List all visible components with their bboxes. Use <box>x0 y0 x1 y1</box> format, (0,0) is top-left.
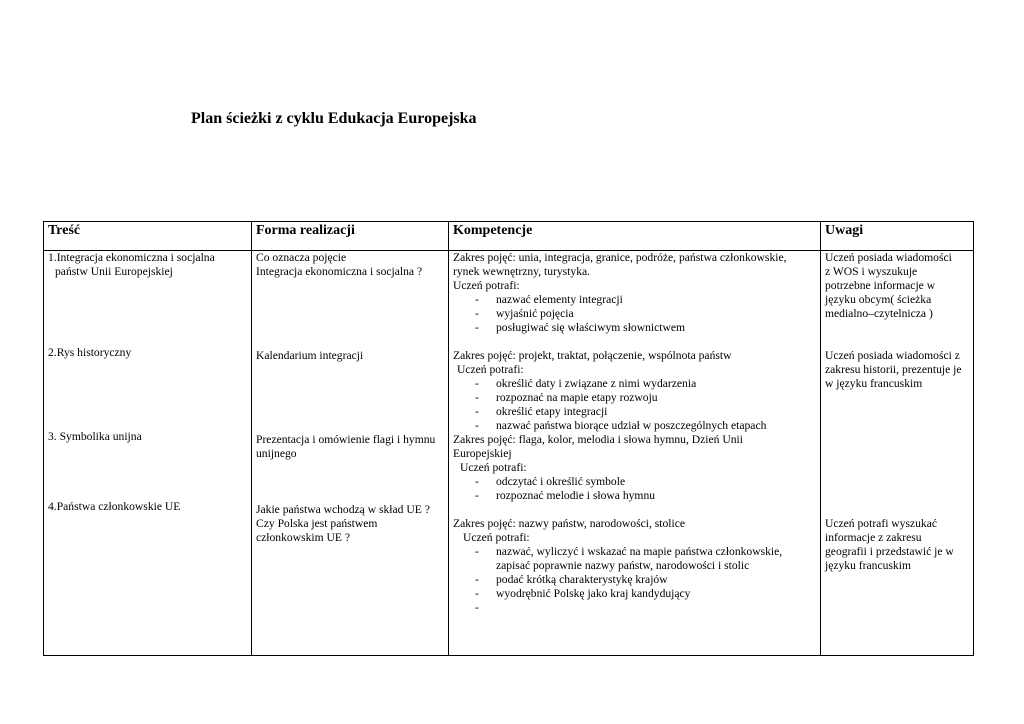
forma-block-4-line-2: Czy Polska jest państwem <box>256 517 378 530</box>
forma-block-1-line-2: Integracja ekonomiczna i socjalna ? <box>256 265 423 278</box>
list-item: - posługiwać się właściwym słownictwem <box>475 321 686 334</box>
list-item: - odczytać i określić symbole <box>475 475 626 488</box>
tresc-topic-4-line-1: 4.Państwa członkowskie UE <box>48 500 181 513</box>
forma-block-4-line-1: Jakie państwa wchodzą w skład UE ? <box>256 503 430 516</box>
uwagi-1-line-5: medialno–czytelnicza ) <box>825 307 933 320</box>
tresc-topic-1 <box>48 251 247 279</box>
kompetencje-4-lead: Uczeń potrafi: <box>463 531 530 544</box>
kompetencje-cell <box>449 251 821 656</box>
uwagi-3-line-1: Uczeń potrafi wyszukać <box>825 517 938 530</box>
tresc-topic-3-line-1: 3. Symbolika unijna <box>48 430 142 443</box>
forma-block-3-line-1: Prezentacja i omówienie flagi i hymnu <box>256 433 436 446</box>
document-title: Plan ścieżki z cyklu Edukacja Europejska <box>191 110 477 127</box>
kompetencje-1-lead: Uczeń potrafi: <box>453 279 520 292</box>
plan-table <box>43 221 974 656</box>
kompetencje-2-lead: Uczeń potrafi: <box>457 363 524 376</box>
tresc-topic-2-line-1: 2.Rys historyczny <box>48 346 132 359</box>
forma-block-2-line-1: Kalendarium integracji <box>256 349 364 362</box>
forma-block-3-line-2: unijnego <box>256 447 297 460</box>
list-item: - określić etapy integracji <box>475 405 608 418</box>
kompetencje-block-4 <box>453 517 816 615</box>
tresc-topic-1-line-1: 1.Integracja ekonomiczna i socjalna <box>48 251 215 264</box>
list-item: - rozpoznać na mapie etapy rozwoju <box>475 391 658 404</box>
list-item: - wyjaśnić pojęcia <box>475 307 574 320</box>
uwagi-1-line-4: języku obcym( ścieżka <box>825 293 932 306</box>
kompetencje-block-1 <box>453 251 816 335</box>
kompetencje-1-intro-2: rynek wewnętrzny, turystyka. <box>453 265 591 278</box>
uwagi-2-line-1: Uczeń posiada wiadomości z <box>825 349 960 362</box>
tresc-cell <box>44 251 252 656</box>
forma-block-1 <box>256 251 444 279</box>
uwagi-1-line-1: Uczeń posiada wiadomości <box>825 251 952 264</box>
tresc-topic-1-line-2: państw Unii Europejskiej <box>55 265 173 278</box>
uwagi-3-line-4: języku francuskim <box>825 559 911 572</box>
kompetencje-1-intro-1: Zakres pojęć: unia, integracja, granice, podróże, państwa członkowskie, <box>453 251 787 264</box>
uwagi-cell <box>821 251 974 656</box>
forma-cell <box>252 251 449 656</box>
uwagi-block-2 <box>825 349 969 391</box>
kompetencje-3-lead: Uczeń potrafi: <box>460 461 527 474</box>
kompetencje-block-2 <box>453 349 816 433</box>
kompetencje-block-3 <box>453 433 816 503</box>
table-header-row <box>44 222 974 251</box>
uwagi-2-line-3: w języku francuskim <box>825 377 923 390</box>
list-item: - podać krótką charakterystykę krajów <box>475 573 668 586</box>
uwagi-block-3 <box>825 517 969 573</box>
uwagi-1-line-3: potrzebne informacje w <box>825 279 936 292</box>
tresc-topic-4 <box>48 500 247 514</box>
tresc-topic-3 <box>48 430 247 444</box>
forma-block-1-line-1: Co oznacza pojęcie <box>256 251 347 264</box>
table-body-row <box>44 251 974 656</box>
list-item-continuation: zapisać poprawnie nazwy państw, narodowości i stolic <box>496 559 750 572</box>
forma-block-4-line-3: członkowskim UE ? <box>256 531 351 544</box>
uwagi-1-line-2: z WOS i wyszukuje <box>825 265 918 278</box>
uwagi-3-line-3: geografii i przedstawić je w <box>825 545 954 558</box>
forma-block-2 <box>256 349 444 363</box>
header-kompetencje: Kompetencje <box>449 222 821 251</box>
header-uwagi: Uwagi <box>821 222 974 251</box>
kompetencje-2-intro-1: Zakres pojęć: projekt, traktat, połączenie, wspólnota państw <box>453 349 732 362</box>
uwagi-2-line-2: zakresu historii, prezentuje je <box>825 363 962 376</box>
list-item: - <box>475 601 479 614</box>
list-item: - nazwać, wyliczyć i wskazać na mapie państwa członkowskie, <box>475 545 783 558</box>
list-item: - nazwać państwa biorące udział w poszczególnych etapach <box>475 419 767 432</box>
tresc-topic-2 <box>48 346 247 360</box>
uwagi-block-1 <box>825 251 969 321</box>
list-item: - wyodrębnić Polskę jako kraj kandydujący <box>475 587 691 600</box>
uwagi-3-line-2: informacje z zakresu <box>825 531 922 544</box>
kompetencje-4-intro-1: Zakres pojęć: nazwy państw, narodowości, stolice <box>453 517 686 530</box>
list-item: - nazwać elementy integracji <box>475 293 623 306</box>
list-item: - rozpoznać melodie i słowa hymnu <box>475 489 656 502</box>
kompetencje-3-intro-2: Europejskiej <box>453 447 512 460</box>
forma-block-3 <box>256 433 444 461</box>
forma-block-4 <box>256 503 444 545</box>
list-item: - określić daty i związane z nimi wydarzenia <box>475 377 697 390</box>
kompetencje-3-intro-1: Zakres pojęć: flaga, kolor, melodia i słowa hymnu, Dzień Unii <box>453 433 743 446</box>
header-tresc: Treść <box>44 222 252 251</box>
header-forma-realizacji: Forma realizacji <box>252 222 449 251</box>
